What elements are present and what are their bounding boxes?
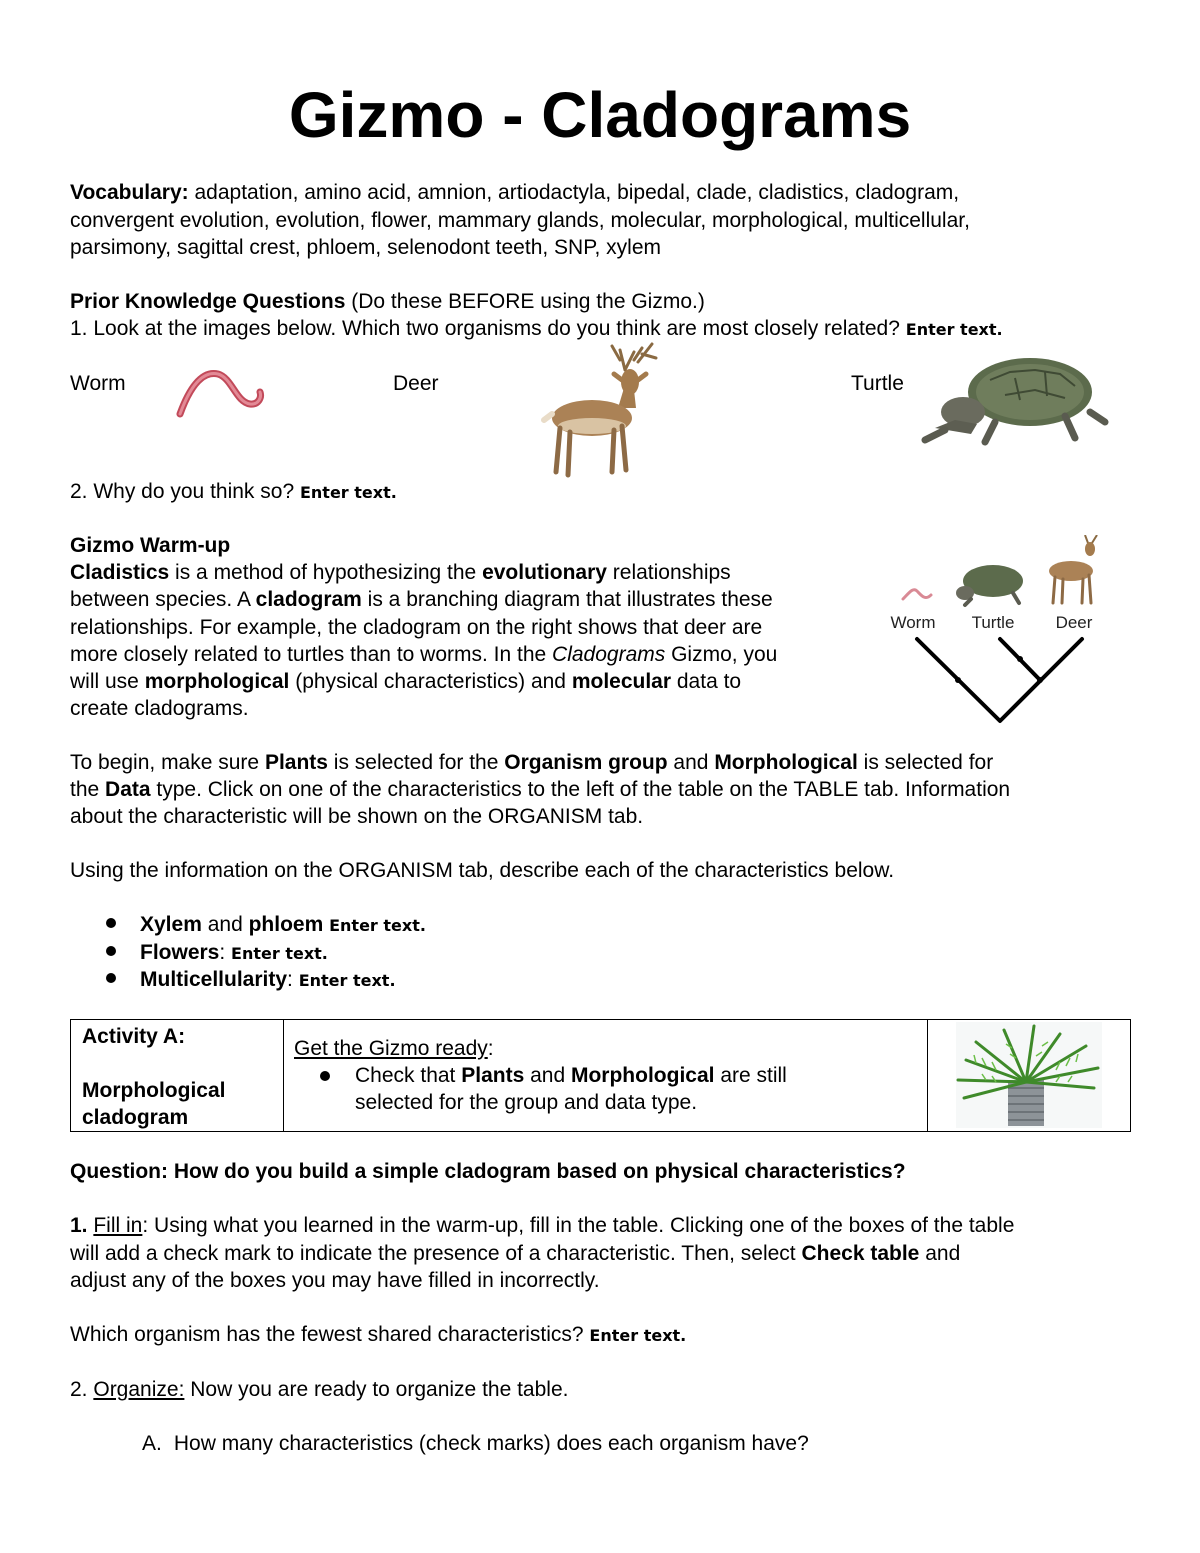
enter-text-field[interactable]: Enter text.: [329, 916, 426, 935]
enter-text-field[interactable]: Enter text.: [589, 1326, 687, 1345]
bullet-icon: [106, 973, 116, 983]
organism-tab-instruction: Using the information on the ORGANISM tab, describe each of the characteristics below.: [70, 859, 895, 882]
activity-a-table: [70, 1019, 1131, 1132]
question-a: A. How many characteristics (check marks) does each organism have?: [142, 1432, 809, 1455]
begin-line-3: about the characteristic will be shown on the ORGANISM tab.: [70, 805, 644, 828]
prior-question-2: 2. Why do you think so? Enter text.: [70, 480, 397, 503]
prior-question-1: 1. Look at the images below. Which two organisms do you think are most closely related? Enter text.: [70, 317, 1003, 340]
label-deer: Deer: [393, 372, 439, 395]
cladogram-label-deer: Deer: [1055, 613, 1093, 632]
label-turtle: Turtle: [851, 372, 904, 395]
bullet-multicellularity: Multicellularity: Enter text.: [140, 968, 396, 991]
cladogram-label-worm: Worm: [890, 613, 936, 632]
fill-in-line-2: will add a check mark to indicate the presence of a characteristic. Then, select Check table and: [70, 1242, 961, 1265]
warmup-line-2: between species. A cladogram is a branching diagram that illustrates these: [70, 588, 773, 611]
activity-a-instructions-cell: Get the Gizmo ready: Check that Plants and Morphological are still selected for the group and data type.: [284, 1020, 928, 1132]
bullet-flowers: Flowers: Enter text.: [140, 941, 328, 964]
warmup-line-5: will use morphological (physical characteristics) and molecular data to: [70, 670, 742, 693]
fill-in-line-1: 1. Fill in: Using what you learned in the warm-up, fill in the table. Clicking one of the boxes of the table: [70, 1214, 1015, 1237]
cladogram-label-turtle: Turtle: [971, 613, 1015, 632]
organize-line: 2. Organize: Now you are ready to organize the table.: [70, 1378, 569, 1401]
bullet-icon: [320, 1071, 330, 1081]
fill-in-line-3: adjust any of the boxes you may have filled in incorrectly.: [70, 1269, 600, 1292]
enter-text-field[interactable]: Enter text.: [298, 971, 396, 990]
begin-line-1: To begin, make sure Plants is selected for the Organism group and Morphological is selected for: [70, 751, 994, 774]
activity-check-bullet: Check that Plants and Morphological are still selected for the group and data type.: [294, 1062, 927, 1116]
prior-knowledge-heading: Prior Knowledge Questions (Do these BEFORE using the Gizmo.): [70, 290, 705, 313]
enter-text-field[interactable]: Enter text.: [299, 483, 397, 502]
begin-line-2: the Data type. Click on one of the characteristics to the left of the table on the TABLE tab. Information: [70, 778, 1011, 801]
turtle-image: [915, 350, 1110, 450]
bullet-icon: [106, 946, 116, 956]
activity-a-subtitle: Morphological cladogram: [82, 1079, 226, 1129]
activity-a-label: Activity A:: [82, 1025, 186, 1048]
label-worm: Worm: [70, 372, 126, 395]
warmup-heading: Gizmo Warm-up: [70, 534, 231, 557]
example-cladogram: [885, 535, 1115, 730]
vocabulary-line-1: Vocabulary: adaptation, amino acid, amnion, artiodactyla, bipedal, clade, cladistics, cladogram,: [70, 181, 960, 204]
vocabulary-line-2: convergent evolution, evolution, flower, mammary glands, molecular, morphological, multicellular,: [70, 209, 970, 232]
fewest-question: Which organism has the fewest shared characteristics? Enter text.: [70, 1323, 687, 1346]
activity-a-label-cell: [71, 1020, 284, 1132]
cycad-plant-image: [956, 1022, 1102, 1128]
vocabulary-line-3: parsimony, sagittal crest, phloem, selenodont teeth, SNP, xylem: [70, 236, 662, 259]
bullet-xylem-phloem: Xylem and phloem Enter text.: [140, 913, 426, 936]
worm-image: [170, 362, 270, 422]
warmup-line-6: create cladograms.: [70, 697, 249, 720]
page-title: Gizmo - Cladograms: [288, 79, 912, 151]
enter-text-field[interactable]: Enter text.: [905, 320, 1003, 339]
activity-a-image-cell: [928, 1020, 1131, 1132]
warmup-line-3: relationships. For example, the cladogram on the right shows that deer are: [70, 616, 763, 639]
warmup-line-4: more closely related to turtles than to worms. In the Cladograms Gizmo, you: [70, 643, 778, 666]
warmup-line-1: Cladistics is a method of hypothesizing the evolutionary relationships: [70, 561, 731, 584]
enter-text-field[interactable]: Enter text.: [231, 944, 328, 963]
deer-image: [530, 340, 670, 482]
bullet-icon: [106, 918, 116, 928]
main-question: Question: How do you build a simple cladogram based on physical characteristics?: [70, 1160, 906, 1183]
get-gizmo-ready: Get the Gizmo ready: [294, 1037, 488, 1060]
